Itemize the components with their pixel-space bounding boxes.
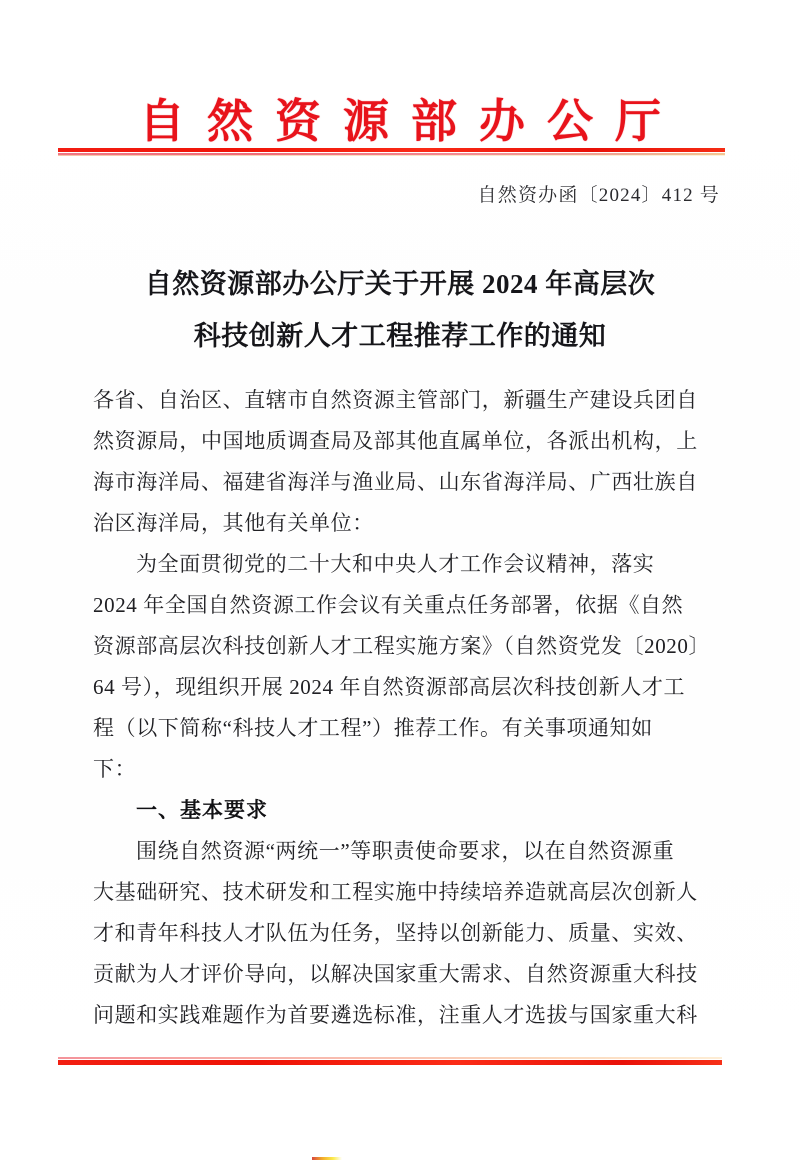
paragraph-requirements-line-3: 才和青年科技人才队伍为任务，坚持以创新能力、质量、实效、	[93, 921, 698, 945]
recipient-block	[93, 380, 711, 544]
paragraph-intro-line-1: 为全面贯彻党的二十大和中央人才工作会议精神，落实	[136, 552, 655, 576]
paragraph-intro-line-2: 2024 年全国自然资源工作会议有关重点任务部署，依据《自然	[93, 593, 684, 617]
paragraph-intro-line-6: 下：	[93, 757, 137, 781]
recipient-line-1: 各省、自治区、直辖市自然资源主管部门，新疆生产建设兵团自	[93, 388, 698, 412]
paragraph-intro-line-4: 64 号），现组织开展 2024 年自然资源部高层次科技创新人才工	[93, 675, 686, 699]
recipient-line-3: 海市海洋局、福建省海洋与渔业局、山东省海洋局、广西壮族自	[93, 470, 698, 494]
recipient-line-4: 治区海洋局，其他有关单位：	[93, 511, 374, 535]
paragraph-intro-line-3: 资源部高层次科技创新人才工程实施方案》（自然资党发〔2020〕	[93, 634, 711, 658]
document-number: 自然资办函〔2024〕412 号	[477, 185, 720, 206]
scan-artifact-mark	[312, 1157, 342, 1160]
document-title	[0, 258, 800, 362]
letterhead-title: 自然资源部办公厅	[139, 96, 683, 147]
footer-red-rule	[58, 1057, 722, 1066]
header-red-rule	[58, 148, 725, 157]
paragraph-requirements-line-1: 围绕自然资源“两统一”等职责使命要求，以在自然资源重	[136, 839, 675, 863]
paragraph-basic-requirements	[93, 831, 711, 1036]
paragraph-requirements-line-5: 问题和实践难题作为首要遴选标准，注重人才选拔与国家重大科	[93, 1003, 698, 1027]
section-heading-basic-requirements: 一、基本要求	[136, 798, 268, 822]
document-body	[93, 380, 711, 1036]
header-rule-faint-bar	[58, 155, 725, 156]
recipient-line-2: 然资源局，中国地质调查局及部其他直属单位，各派出机构，上	[93, 429, 698, 453]
footer-rule-thick-bar	[58, 1060, 722, 1065]
paragraph-intro-line-5: 程（以下简称“科技人才工程”）推荐工作。有关事项通知如	[93, 716, 653, 740]
title-line-2: 科技创新人才工程推荐工作的通知	[193, 321, 607, 351]
footer-rule-faint-bar	[58, 1057, 722, 1059]
title-line-1: 自然资源部办公厅关于开展 2024 年高层次	[144, 269, 656, 299]
paragraph-requirements-line-2: 大基础研究、技术研发和工程实施中持续培养造就高层次创新人	[93, 880, 698, 904]
paragraph-requirements-line-4: 贡献为人才评价导向，以解决国家重大需求、自然资源重大科技	[93, 962, 698, 986]
letterhead-banner	[0, 95, 800, 149]
paragraph-intro	[93, 544, 711, 790]
